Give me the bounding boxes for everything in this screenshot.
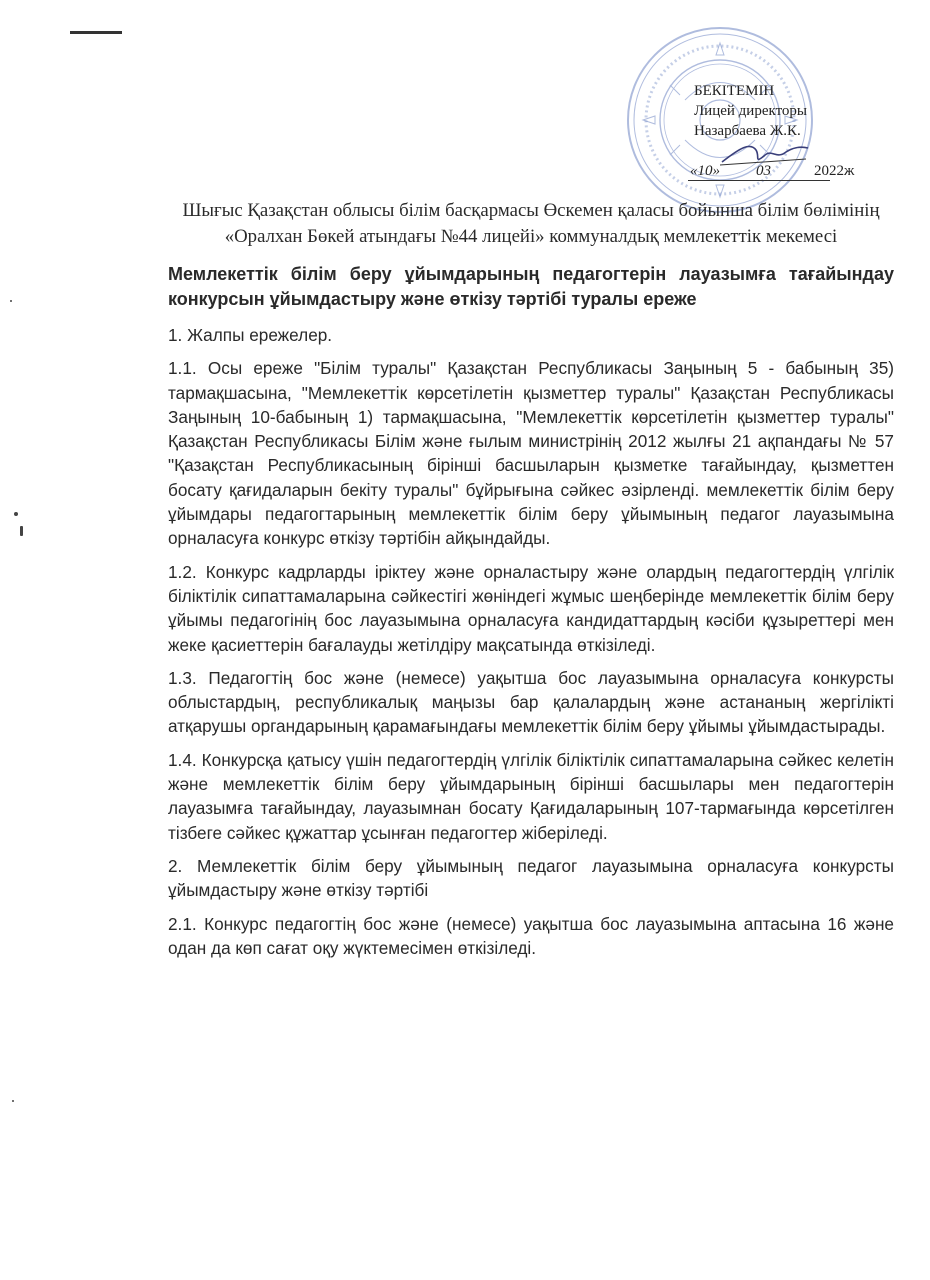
scan-speck: [20, 526, 23, 536]
approval-date-month: 03: [756, 163, 771, 179]
section-heading-2: 2. Мемлекеттік білім беру ұйымының педагог лауазымына орналасуға конкурсты ұйымдастыру және өткізу тәртібі: [168, 855, 894, 901]
document-body: [168, 198, 894, 969]
scan-speck: [12, 1100, 14, 1102]
approval-date-day: «10»: [690, 163, 720, 179]
approval-heading: БЕКІТЕМІН: [694, 83, 775, 99]
approval-name: Назарбаева Ж.К.: [694, 123, 801, 139]
scan-speck: [10, 300, 12, 302]
paragraph-1-2: 1.2. Конкурс кадрларды іріктеу және орналастыру және олардың педагогтердің үлгілік біліктілік сипаттамаларына сәйкестігі жөніндегі жұмыс шеңберінде мемлекеттік білім беру ұйымы педагогінің бос лауазымына орналасуға кандидаттардың кәсіби құзыреттері мен жеке қасиеттерін бағалауды жетілдіру мақсатында өткізіледі.: [168, 561, 894, 655]
paragraph-1-3: 1.3. Педагогтің бос және (немесе) уақытша бос лауазымына орналасуға конкурсты облыстардың, республикалық маңызы бар қалалардың және астананың жергілікті атқарушы органдарының қарамағындағы мемлекеттік білім беру ұйымы ұйымдастырады.: [168, 667, 894, 737]
document-title: Мемлекеттік білім беру ұйымдарының педагогтерін лауазымға тағайындау конкурсын ұйымдастыру және өткізу тәртібі туралы ереже: [168, 264, 894, 309]
paragraph-2-1: 2.1. Конкурс педагогтің бос және (немесе) уақытша бос лауазымына аптасына 16 және одан да көп сағат оқу жүктемесімен өткізіледі.: [168, 913, 894, 958]
paragraph-1-1: 1.1. Осы ереже "Білім туралы" Қазақстан Республикасы Заңының 5 - бабының 35) тармақшасына, "Мемлекеттік көрсетілетін қызметтер туралы" Қазақстан Республикасы Заңының 10-бабының 1) тармақшасына, "Мемлекеттік көрсетілетін қызметтер туралы" Қазақстан Республикасы Білім және ғылым министрінің 2012 жылғы 21 ақпандағы № 57 "Қазақстан Республикасының бірінші басшыларын қызметке тағайындау, қызметтен босату қағидаларын бекіту туралы" бұйрығына сәйкес әзірленді. мемлекеттік білім беру ұйымдары педагогтарының мемлекеттік білім беру ұйымының педагог лауазымына орналасуға конкурс өткізу тәртібін айқындайды.: [168, 358, 894, 549]
organization-name: Шығыс Қазақстан облысы білім басқармасы Өскемен қаласы бойынша білім бөлімінің «Оралхан Бөкей атындағы №44 лицейі» коммуналдық мемлекеттік мекемесі: [182, 200, 880, 247]
paragraph-1-4: 1.4. Конкурсқа қатысу үшін педагогтердің үлгілік біліктілік сипаттамаларына сәйкес келетін және мемлекеттік білім беру ұйымдарының бірінші басшылары мен педагогтерін лауазымға тағайындау, лауазымнан босату Қағидаларының 107-тармағында көрсетілген тізбеге сәйкес құжаттар ұсынған педагогтер жіберіледі.: [168, 749, 894, 843]
approval-date-year: 2022ж: [814, 163, 855, 179]
approval-position: Лицей директоры: [694, 103, 808, 119]
scan-speck: [14, 512, 18, 516]
scan-mark: [70, 31, 122, 34]
section-heading-1: 1. Жалпы ережелер.: [168, 325, 333, 345]
